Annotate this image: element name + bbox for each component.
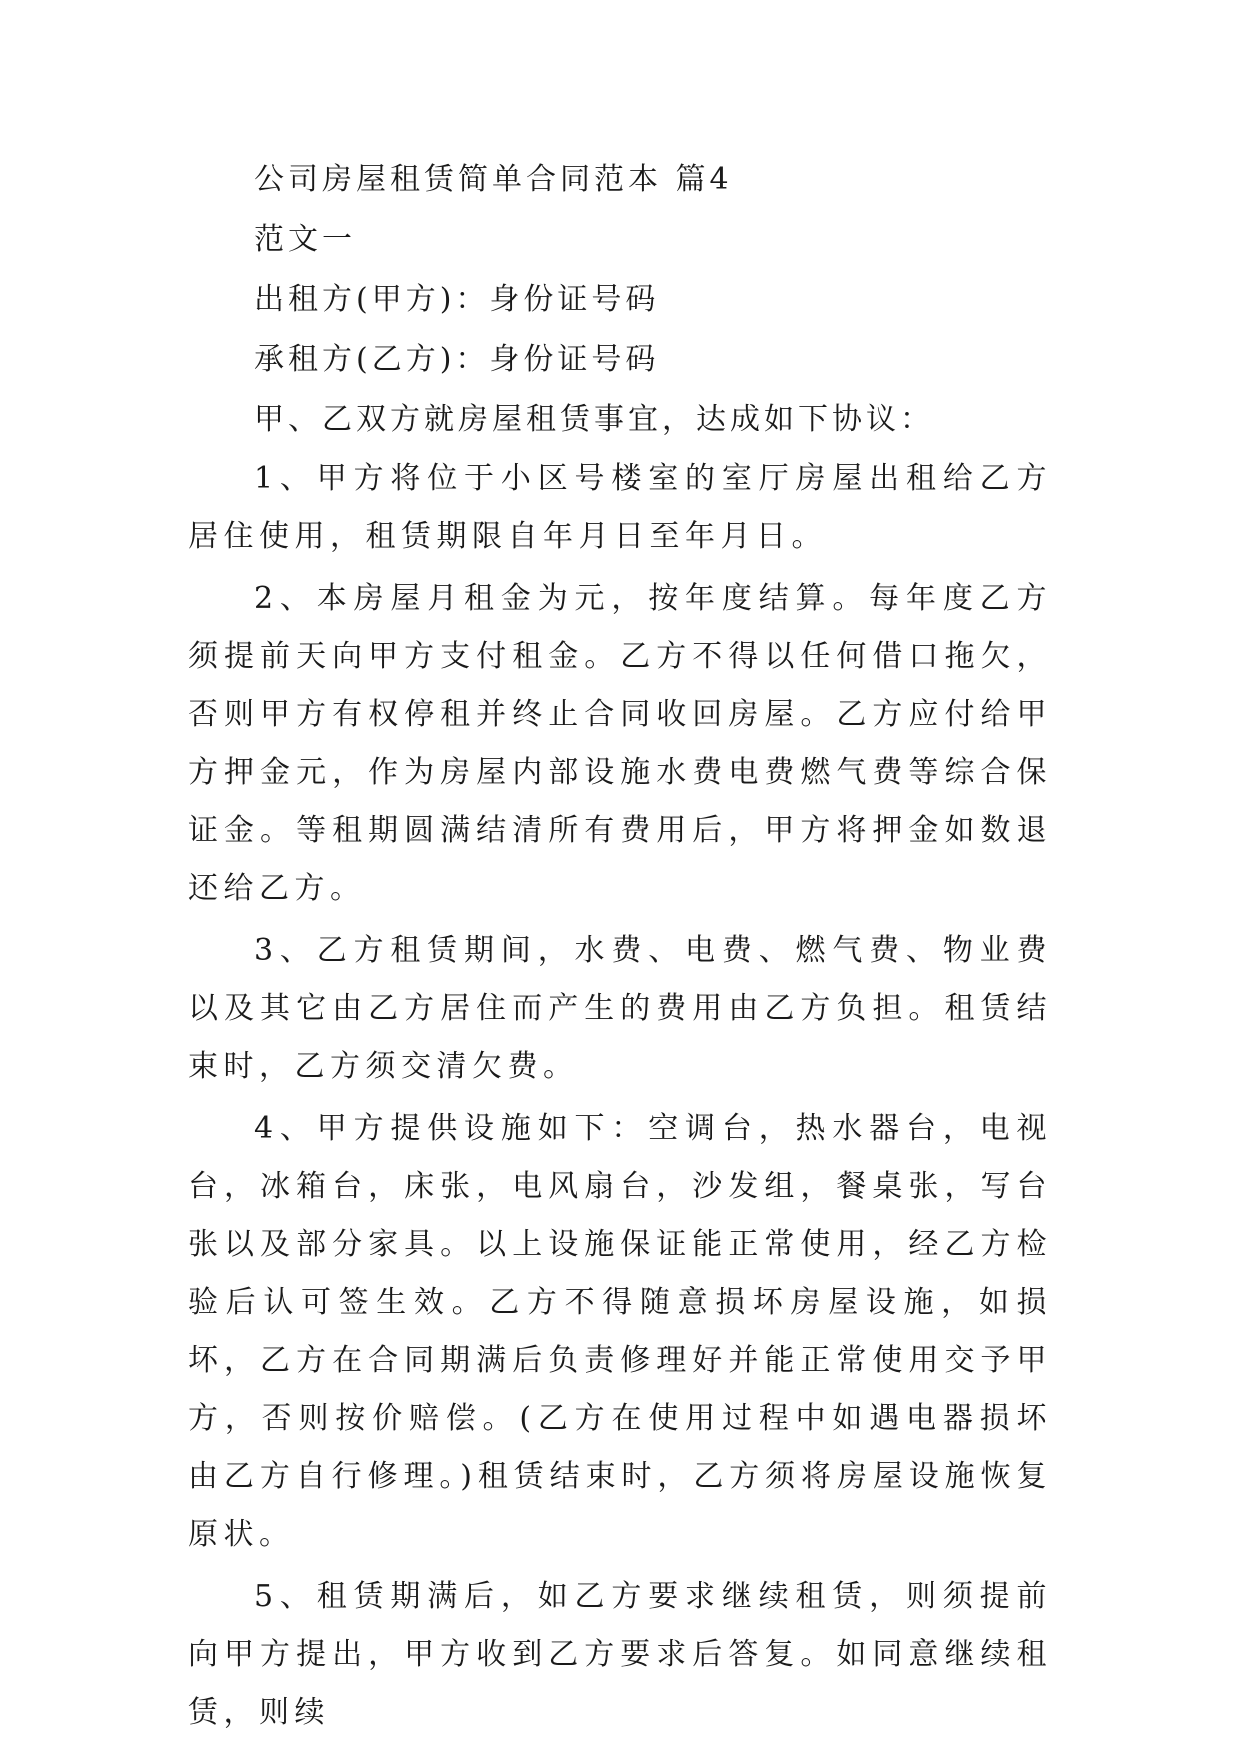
document-body — [188, 150, 1052, 1746]
intro-line: 甲、乙双方就房屋租赁事宜，达成如下协议： — [254, 402, 934, 437]
clause-3: 3、乙方租赁期间，水费、电费、燃气费、物业费以及其它由乙方居住而产生的费用由乙方负担。租赁结束时，乙方须交清欠费。 — [188, 933, 1052, 1084]
document-title: 公司房屋租赁简单合同范本 篇4 — [254, 162, 733, 197]
lessee-line: 承租方(乙方)：身份证号码 — [254, 342, 660, 377]
document-subtitle: 范文一 — [254, 222, 356, 257]
clause-1: 1、甲方将位于小区号楼室的室厅房屋出租给乙方居住使用，租赁期限自年月日至年月日。 — [188, 461, 1052, 554]
clause-2: 2、本房屋月租金为元，按年度结算。每年度乙方须提前天向甲方支付租金。乙方不得以任何借口拖欠，否则甲方有权停租并终止合同收回房屋。乙方应付给甲方押金元，作为房屋内部设施水费电费燃气费等综合保证金。等租期圆满结清所有费用后，甲方将押金如数退还给乙方。 — [188, 581, 1052, 906]
clause-5: 5、租赁期满后，如乙方要求继续租赁，则须提前向甲方提出，甲方收到乙方要求后答复。如同意继续租赁，则续 — [188, 1579, 1052, 1730]
clause-4: 4、甲方提供设施如下：空调台，热水器台，电视台，冰箱台，床张，电风扇台，沙发组，餐桌张，写台张以及部分家具。以上设施保证能正常使用，经乙方检验后认可签生效。乙方不得随意损坏房屋设施，如损坏，乙方在合同期满后负责修理好并能正常使用交予甲方，否则按价赔偿。(乙方在使用过程中如遇电器损坏由乙方自行修理。)租赁结束时，乙方须将房屋设施恢复原状。 — [188, 1111, 1052, 1552]
lessor-line: 出租方(甲方)：身份证号码 — [254, 282, 660, 317]
